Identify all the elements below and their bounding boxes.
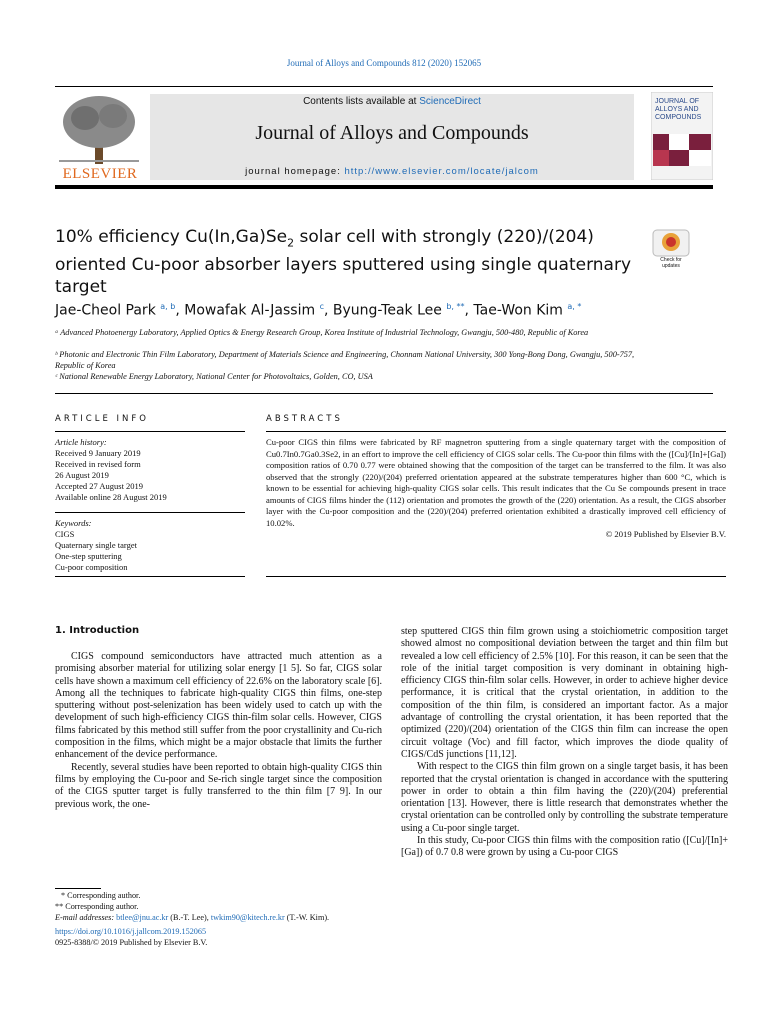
email-link[interactable]: btlee@jnu.ac.kr [116,913,169,922]
homepage-link[interactable]: http://www.elsevier.com/locate/jalcom [344,166,539,177]
footnotes [55,890,385,948]
title-subscript: 2 [287,236,295,250]
abstract-copyright: © 2019 Published by Elsevier B.V. [605,529,726,539]
author-affil-mark[interactable]: a, * [567,302,582,311]
journal-cover[interactable] [651,92,713,180]
divider [55,431,245,432]
keywords-label: Keywords: [55,518,92,528]
journal-reference[interactable]: Journal of Alloys and Compounds 812 (2020) 152065 [286,58,482,68]
journal-header [55,92,713,184]
doi-link[interactable]: https://doi.org/10.1016/j.jallcom.2019.152065 [55,927,207,936]
contents-prefix: Contents lists available at [303,96,420,107]
email-link[interactable]: twkim90@kitech.re.kr [210,913,285,922]
footnote-rule [55,888,101,889]
footnote-corresponding-2: ** Corresponding author. [55,902,139,911]
cover-text: JOURNAL OF ALLOYS AND COMPOUNDS [655,98,702,121]
publisher-logo-text: ELSEVIER [62,166,138,182]
paragraph: In this study, Cu-poor CIGS thin films with the composition ratio ([Cu]/[In]+[Ga]) of 0.7 0.8 were grown by using a Cu-poor CIGS [401,835,728,859]
author-name: Tae-Won Kim [473,302,563,319]
paragraph: With respect to the CIGS thin film grown on a single target basis, it has been reported that the crystal orientation is changed in accordance with the sputtering power in order to obtain a thin film having the (220)/(204) preferential orientation [13]. However, there is little research that demonstrates whether the crystal orientation can be controlled only by controlling the substrate temperature using a Cu-poor single target. [401,761,728,834]
article-history [55,437,245,503]
history-item: Received in revised form [55,459,141,469]
history-item: 26 August 2019 [55,470,109,480]
check-updates-label: Check for updates [660,257,682,269]
affiliation-c: ᶜ National Renewable Energy Laboratory, National Center for Photovoltaics, Golden, CO, USA [55,372,373,381]
journal-homepage [150,166,634,177]
author-affil-mark[interactable]: b, ** [446,302,465,311]
author-affil-mark[interactable]: c [319,302,324,311]
author-list: Jae-Cheol Park $^{a, b}$, Mowafak Al-Jassim $^c$, Byung-Teak Lee $^{b, **}$, Tae-Won Kim $^{a, *}$ [55,302,582,319]
divider [55,576,245,577]
keyword: Cu-poor composition [55,562,128,572]
divider [266,431,726,432]
history-item: Available online 28 August 2019 [55,492,167,502]
email-owner: (B.-T. Lee), [168,913,211,922]
body-column-right [401,626,728,860]
title-part-1: 10% efficiency Cu(In,Ga)Se [55,227,288,247]
divider [266,576,726,577]
contents-line [150,96,634,107]
divider [55,512,245,513]
header-box [150,94,634,180]
check-updates-icon [652,229,690,257]
keyword: One-step sputtering [55,551,122,561]
keyword: Quaternary single target [55,540,137,550]
sciencedirect-link[interactable]: ScienceDirect [419,96,481,107]
article-title [55,226,635,298]
email-owner: (T.-W. Kim). [284,913,330,922]
abstract-text: Cu-poor CIGS thin films were fabricated by RF magnetron sputtering from a single quaternary target with the composition of Cu0.7In0.7Ga0.3Se2, in an effort to improve the cell efficiency of CIGS solar cells. The Cu-poor thin films with the ([Cu]/[In]+[Ga]) composition ratios of 0.70 0.77 were obtained showing that the composition of the target can be transferred to the film. It was also observed that the strongly (220)/(204) preferred orientation appeared at the substrate temperatures higher than 600 °C, which is known to be essential for achieving high-quality CIGS solar cells. This result indicates that the Cu Se compounds present in trace amounts of CIGS films hinder the (112) orientation and promotes the growth of the (220) orientation. As a result, the CIGS absorber layer with the Cu-poor composition and the (220)/(204) preferred orientation exhibited a drastically improved cell efficiency of 10.02%. [266,437,726,528]
affiliation-b: ᵇ Photonic and Electronic Thin Film Laboratory, Department of Materials Science and Engineering, Chonnam National University, 300 Yong-Bong Dong, Gwangju, 500-757, Republic of Korea [55,350,635,370]
keyword: CIGS [55,529,75,539]
paragraph: step sputtered CIGS thin film grown using a stoichiometric composition target showed almost no compositional deviation between the target and thin film but revealed a low cell efficiency of 2.5% [10]. For this reason, it can be seen that the role of the initial target composition is very dominant in obtaining high-efficiency CIGS thin-film solar cells. However, in order to achieve higher device performance, it is critical that the crystal orientation, in addition to the composition of the thin film, is considered an important factor. As a major advantage of controlling the crystal orientation, it has been reported that the optimized (220)/(204) orientation of the CIGS thin film can increase the open circuit voltage (Voc) and fill factor, which improves the diode quality of CIGS/CdS junctions [11,12]. [401,626,728,760]
paragraph: CIGS compound semiconductors have attracted much attention as a promising absorber material for utilizing solar energy [1 5]. So far, CIGS solar cells have shown a maximum cell efficiency of 22.6% on the laboratory scale [6]. Among all the techniques to fabricate high-quality CIGS thin films, one-step sputtering without post-selenization has been widely used to catch up with the development of such high-efficiency CIGS thin-film solar cells. However, CIGS films fabricated by this method still suffer from the poor crystallinity and Cu-rich composition in the films, which might be a major obstacle that limits the further enhancement of the device performance. [55,651,382,761]
author-name: Mowafak Al-Jassim [184,302,316,319]
article-info-heading: ARTICLE INFO [55,414,149,424]
history-label: Article history: [55,437,107,447]
affiliation-a: ᵃ Advanced Photoenergy Laboratory, Applied Optics & Energy Research Group, Korea Institute of Industrial Technology, Gwangju, 500-480, Republic of Korea [55,328,589,337]
abstract-body [266,437,726,541]
title-part-2: solar cell with strongly (220)/(204) oriented Cu-poor absorber layers sputtered using single quaternary target [55,227,632,298]
history-item: Received 9 January 2019 [55,448,141,458]
keywords [55,518,245,573]
elsevier-logo[interactable] [55,92,145,184]
divider [55,393,713,394]
paragraph: Recently, several studies have been reported to obtain high-quality CIGS thin films by employing the Cu-poor and Se-rich single target since the composition of the CIGS sputter target is fully transferred to the thin film [7 9]. In our previous work, the one- [55,761,382,810]
homepage-label: journal homepage: [245,166,345,177]
author-name: Jae-Cheol Park [55,302,156,319]
footnote-corresponding-1: * Corresponding author. [61,891,141,900]
footnote-emails [55,912,385,923]
header-rule [55,185,713,189]
history-item: Accepted 27 August 2019 [55,481,144,491]
body-column-left [55,651,382,811]
abstract-heading: ABSTRACTS [266,414,343,424]
divider [55,86,713,87]
author-affil-mark[interactable]: a, b [160,302,176,311]
check-for-updates-button[interactable] [652,229,690,269]
author-name: Byung-Teak Lee [332,302,442,319]
journal-title: Journal of Alloys and Compounds [255,122,529,144]
email-label: E-mail addresses: [55,913,117,922]
section-heading-introduction: 1. Introduction [55,625,140,636]
issn-copyright: 0925-8388/© 2019 Published by Elsevier B.V. [55,938,208,947]
